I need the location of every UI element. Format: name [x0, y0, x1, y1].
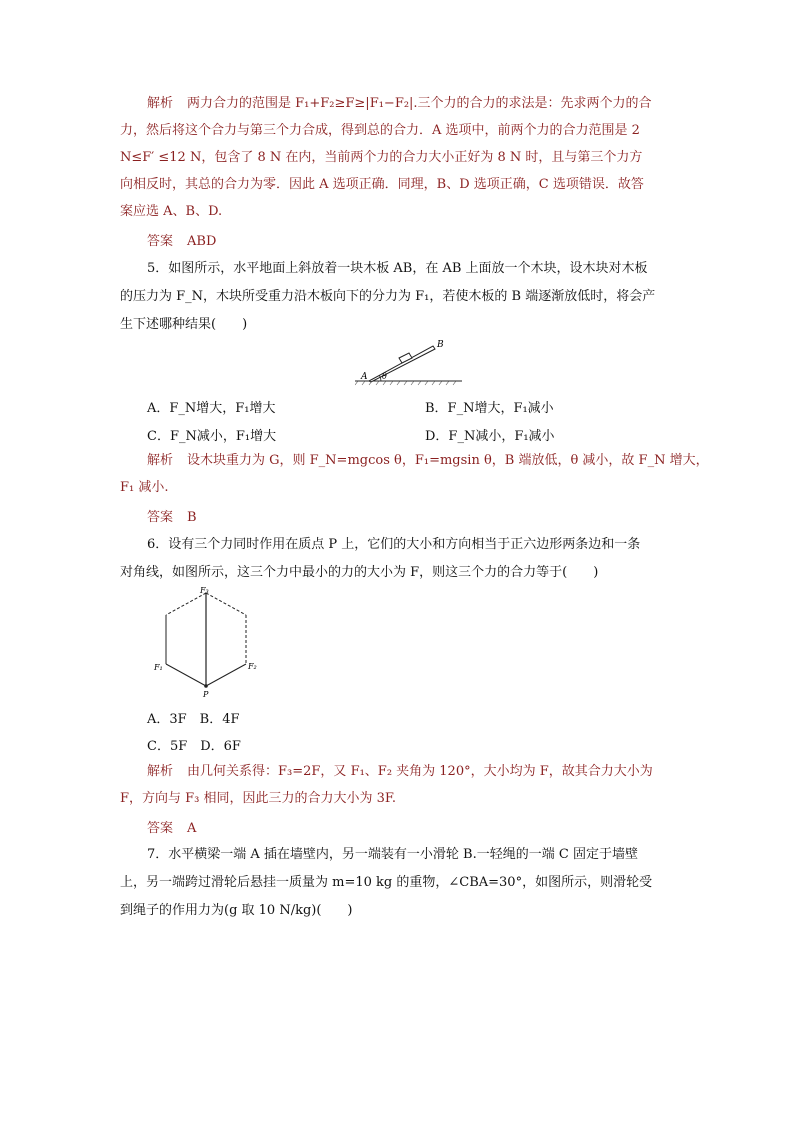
q5-option-d: D．F_N减小，F₁减小 — [425, 429, 555, 444]
q6-answer-tag: 答案 — [147, 821, 174, 836]
q7-stem-line-1: 7．水平横梁一端 A 插在墙壁内，另一端装有一小滑轮 B.一轻绳的一端 C 固定于墙壁 — [147, 847, 638, 862]
q5-analysis-tag: 解析 — [147, 453, 174, 468]
q6-analysis-tag: 解析 — [147, 764, 174, 779]
q6-analysis-line-1 — [147, 763, 707, 781]
q5-option-c: C．F_N减小，F₁增大 — [147, 429, 277, 444]
q5-fig-label-b: B — [437, 340, 444, 350]
q5-answer-value: B — [187, 510, 197, 525]
q4-answer-value: ABD — [187, 234, 217, 249]
q5-option-b: B．F_N增大，F₁减小 — [425, 401, 554, 416]
q5-analysis-line-1 — [147, 452, 707, 470]
q4-analysis-line-1 — [147, 95, 707, 113]
q4-analysis-text-1: 两力合力的范围是 F₁+F₂≥F≥|F₁−F₂|.三个力的合力的求法是：先求两个力的合 — [187, 96, 652, 111]
q4-analysis-line-5: 案应选 A、B、D. — [120, 204, 223, 219]
q4-analysis-line-3: N≤F′ ≤12 N，包含了 8 N 在内，当前两个力的合力大小正好为 8 N 时，且与第三个力方 — [120, 150, 643, 165]
q6-option-row-2: C．5F D．6F — [147, 739, 241, 754]
q7-stem-line-3: 到绳子的作用力为(g 取 10 N/kg)( ) — [120, 903, 353, 918]
q6-answer-value: A — [187, 821, 197, 836]
q6-answer — [147, 817, 196, 836]
q6-fig-label-f3: F₃ — [200, 586, 209, 595]
q5-stem-line-3: 生下述哪种结果( ) — [120, 317, 248, 332]
q6-fig-label-f1: F₁ — [154, 663, 163, 672]
q4-answer — [147, 230, 216, 249]
q5-analysis-line-2: F₁ 减小. — [120, 480, 169, 495]
q6-stem-line-2: 对角线，如图所示，这三个力中最小的力的大小为 F，则这三个力的合力等于( ) — [120, 565, 599, 580]
q5-option-a: A．F_N增大，F₁增大 — [147, 401, 276, 416]
q5-analysis-text-1: 设木块重力为 G，则 F_N=mgcos θ，F₁=mgsin θ，B 端放低，θ 减小，故 F_N 增大， — [187, 453, 709, 468]
q5-answer-tag: 答案 — [147, 510, 174, 525]
q5-answer — [147, 506, 197, 525]
q4-answer-tag: 答案 — [147, 234, 174, 249]
q6-option-row-1: A．3F B．4F — [147, 712, 240, 727]
q5-fig-label-a: A — [361, 372, 368, 382]
q6-fig-label-f2: F₂ — [248, 662, 257, 671]
q4-analysis-tag: 解析 — [147, 96, 174, 111]
q5-fig-label-theta: θ — [382, 372, 387, 381]
q6-analysis-text-1: 由几何关系得：F₃=2F，又 F₁、F₂ 夹角为 120°，大小均为 F，故其合力大小为 — [187, 764, 653, 779]
q6-analysis-line-2: F，方向与 F₃ 相同，因此三力的合力大小为 3F. — [120, 791, 397, 806]
q5-incline-figure — [355, 336, 470, 388]
q5-stem-line-2: 的压力为 F_N，木块所受重力沿木板向下的分力为 F₁，若使木板的 B 端逐渐放低时，将会产 — [120, 289, 656, 304]
q5-stem-line-1: 5．如图所示，水平地面上斜放着一块木板 AB，在 AB 上面放一个木块，设木块对木板 — [147, 261, 648, 276]
q4-analysis-line-4: 向相反时，其总的合力为零．因此 A 选项正确．同理，B、D 选项正确，C 选项错误．故答 — [120, 177, 644, 192]
q6-hexagon-figure — [150, 585, 265, 700]
q6-stem-line-1: 6．设有三个力同时作用在质点 P 上，它们的大小和方向相当于正六边形两条边和一条 — [147, 537, 641, 552]
q4-analysis-line-2: 力，然后将这个合力与第三个力合成，得到总的合力．A 选项中，前两个力的合力范围是 2 — [120, 123, 640, 138]
q6-fig-label-p: P — [203, 690, 209, 699]
q7-stem-line-2: 上，另一端跨过滑轮后悬挂一质量为 m=10 kg 的重物，∠CBA=30°，如图所示，则滑轮受 — [120, 875, 653, 890]
